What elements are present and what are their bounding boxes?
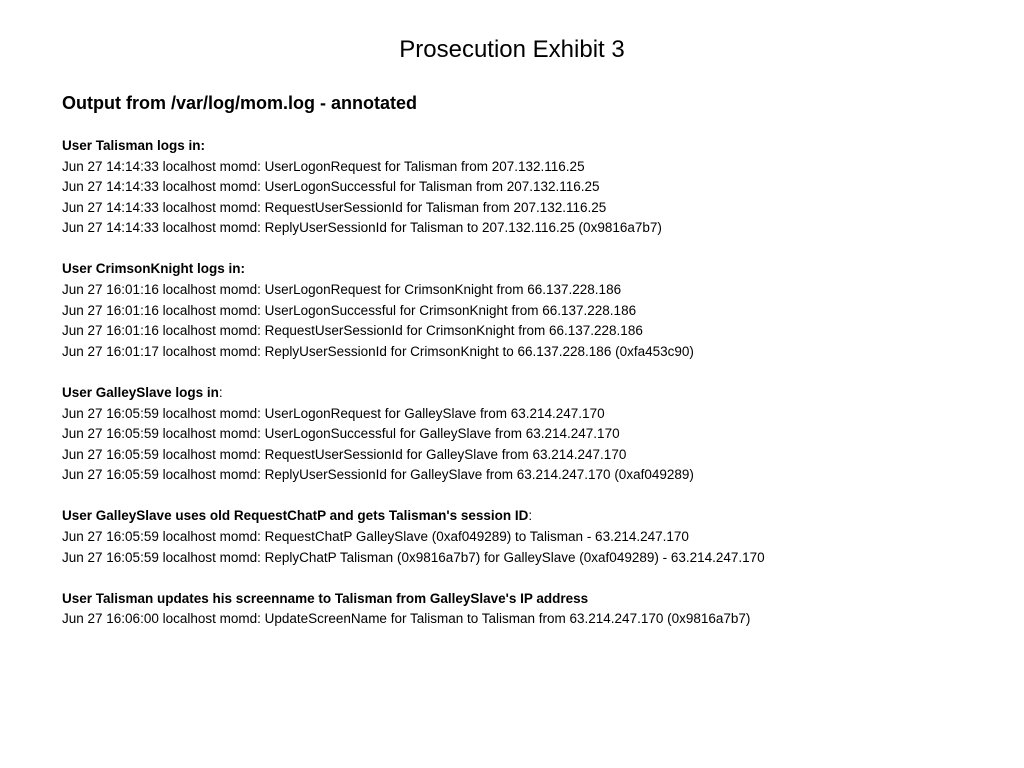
section-heading-text: User Talisman logs in: (62, 138, 206, 153)
log-line: Jun 27 16:06:00 localhost momd: UpdateScreenName for Talisman to Talisman from 63.214.247.170 (0x9816a7b7) (62, 611, 751, 627)
section-heading (62, 383, 1002, 404)
section-heading (62, 589, 1002, 610)
log-line: Jun 27 16:05:59 localhost momd: ReplyUserSessionId for GalleySlave from 63.214.247.170 (0xaf049289) (62, 467, 694, 483)
page-subtitle: Output from /var/log/mom.log - annotated (62, 93, 417, 113)
log-line: Jun 27 16:01:16 localhost momd: UserLogonRequest for CrimsonKnight from 66.137.228.186 (62, 282, 622, 298)
section-heading-text: User Talisman updates his screenname to Talisman from GalleySlave's IP address (62, 590, 589, 606)
section-heading-suffix: : (528, 508, 533, 524)
log-line: Jun 27 16:05:59 localhost momd: UserLogonSuccessful for GalleySlave from 63.214.247.170 (62, 426, 620, 442)
log-line: Jun 27 14:14:33 localhost momd: UserLogonRequest for Talisman from 207.132.116.25 (62, 158, 585, 174)
log-line: Jun 27 16:01:16 localhost momd: RequestUserSessionId for CrimsonKnight from 66.137.228.186 (62, 323, 643, 339)
log-line: Jun 27 16:01:16 localhost momd: UserLogonSuccessful for CrimsonKnight from 66.137.228.186 (62, 302, 637, 318)
log-body (62, 136, 1002, 650)
section-heading (62, 136, 1002, 157)
log-line: Jun 27 14:14:33 localhost momd: ReplyUserSessionId for Talisman to 207.132.116.25 (0x9816a7b7) (62, 220, 662, 236)
log-section (62, 136, 1002, 239)
log-section (62, 383, 1002, 486)
log-line: Jun 27 16:05:59 localhost momd: UserLogonRequest for GalleySlave from 63.214.247.170 (62, 405, 605, 421)
section-heading-text: User CrimsonKnight logs in: (62, 261, 246, 277)
log-section (62, 259, 1002, 362)
log-line: Jun 27 16:01:17 localhost momd: ReplyUserSessionId for CrimsonKnight to 66.137.228.186 (0xfa453c90) (62, 343, 694, 359)
log-line: Jun 27 14:14:33 localhost momd: UserLogonSuccessful for Talisman from 207.132.116.25 (62, 179, 600, 195)
section-heading-text: User GalleySlave logs in (62, 384, 219, 400)
section-heading (62, 506, 1002, 527)
section-heading-text: User GalleySlave uses old RequestChatP and gets Talisman's session ID (62, 508, 529, 524)
section-heading (62, 259, 1002, 280)
log-line: Jun 27 14:14:33 localhost momd: RequestUserSessionId for Talisman from 207.132.116.25 (62, 199, 607, 215)
log-section (62, 506, 1002, 568)
log-line: Jun 27 16:05:59 localhost momd: RequestChatP GalleySlave (0xaf049289) to Talisman - 63.214.247.170 (62, 529, 689, 544)
log-line: Jun 27 16:05:59 localhost momd: ReplyChatP Talisman (0x9816a7b7) for GalleySlave (0xaf049289) - 63.214.247.170 (62, 549, 765, 565)
section-heading-suffix: : (218, 384, 223, 400)
log-line: Jun 27 16:05:59 localhost momd: RequestUserSessionId for GalleySlave from 63.214.247.170 (62, 446, 627, 462)
log-section (62, 589, 1002, 630)
page-title: Prosecution Exhibit 3 (399, 36, 625, 63)
